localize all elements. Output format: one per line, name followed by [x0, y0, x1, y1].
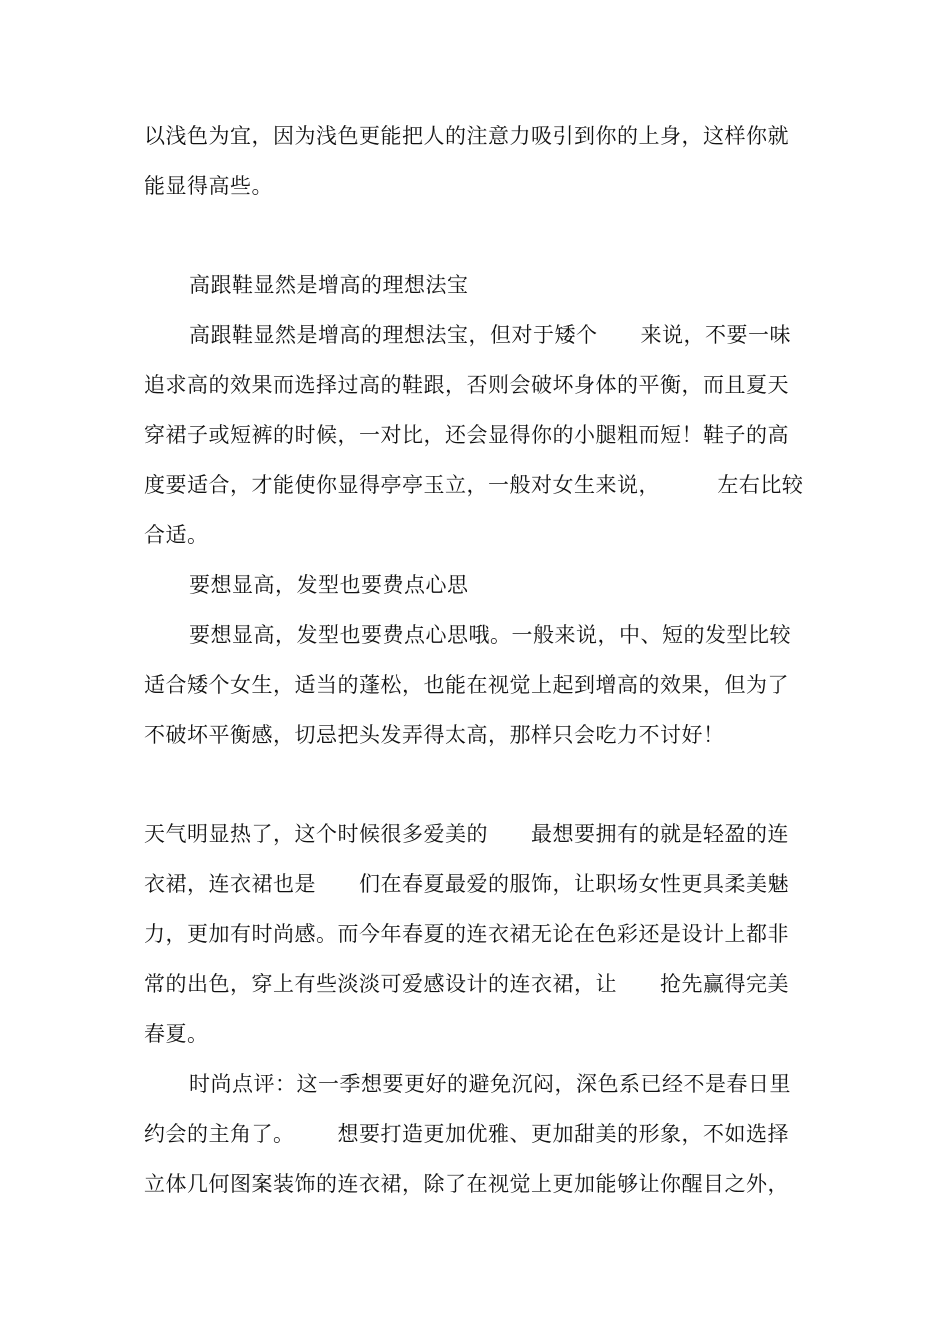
text-line: 高跟鞋显然是增高的理想法宝，但对于矮个 来说，不要一味: [189, 323, 792, 347]
text-line: 约会的主角了。 想要打造更加优雅、更加甜美的形象，不如选择: [144, 1122, 790, 1146]
text-line: 衣裙，连衣裙也是 们在春夏最爱的服饰，让职场女性更具柔美魅: [144, 872, 790, 896]
section-heading: 高跟鞋显然是增高的理想法宝: [189, 273, 469, 297]
text-line: 立体几何图案装饰的连衣裙，除了在视觉上更加能够让你醒目之外，: [144, 1172, 789, 1196]
text-line: 常的出色，穿上有些淡淡可爱感设计的连衣裙，让 抢先赢得完美: [144, 972, 790, 996]
text-line: 春夏。: [144, 1022, 209, 1046]
section-heading: 要想显高，发型也要费点心思: [189, 573, 469, 597]
text-line: 要想显高，发型也要费点心思哦。一般来说，中、短的发型比较: [189, 623, 791, 647]
text-line: 天气明显热了，这个时候很多爱美的 最想要拥有的就是轻盈的连: [144, 822, 790, 846]
text-line: 适合矮个女生，适当的蓬松，也能在视觉上起到增高的效果，但为了: [144, 673, 789, 697]
text-line: 以浅色为宜，因为浅色更能把人的注意力吸引到你的上身，这样你就: [144, 124, 789, 148]
text-line: 穿裙子或短裤的时候，一对比，还会显得你的小腿粗而短！鞋子的高: [144, 423, 789, 447]
text-line: 度要适合，才能使你显得亭亭玉立，一般对女生来说， 左右比较: [144, 473, 804, 497]
text-line: 追求高的效果而选择过高的鞋跟，否则会破坏身体的平衡，而且夏天: [144, 373, 789, 397]
text-line: 力，更加有时尚感。而今年春夏的连衣裙无论在色彩还是设计上都非: [144, 922, 789, 946]
text-line: 合适。: [144, 523, 209, 547]
text-line: 不破坏平衡感，切忌把头发弄得太高，那样只会吃力不讨好！: [144, 723, 725, 747]
text-line: 时尚点评：这一季想要更好的避免沉闷，深色系已经不是春日里: [189, 1072, 791, 1096]
text-line: 能显得高些。: [144, 174, 273, 198]
